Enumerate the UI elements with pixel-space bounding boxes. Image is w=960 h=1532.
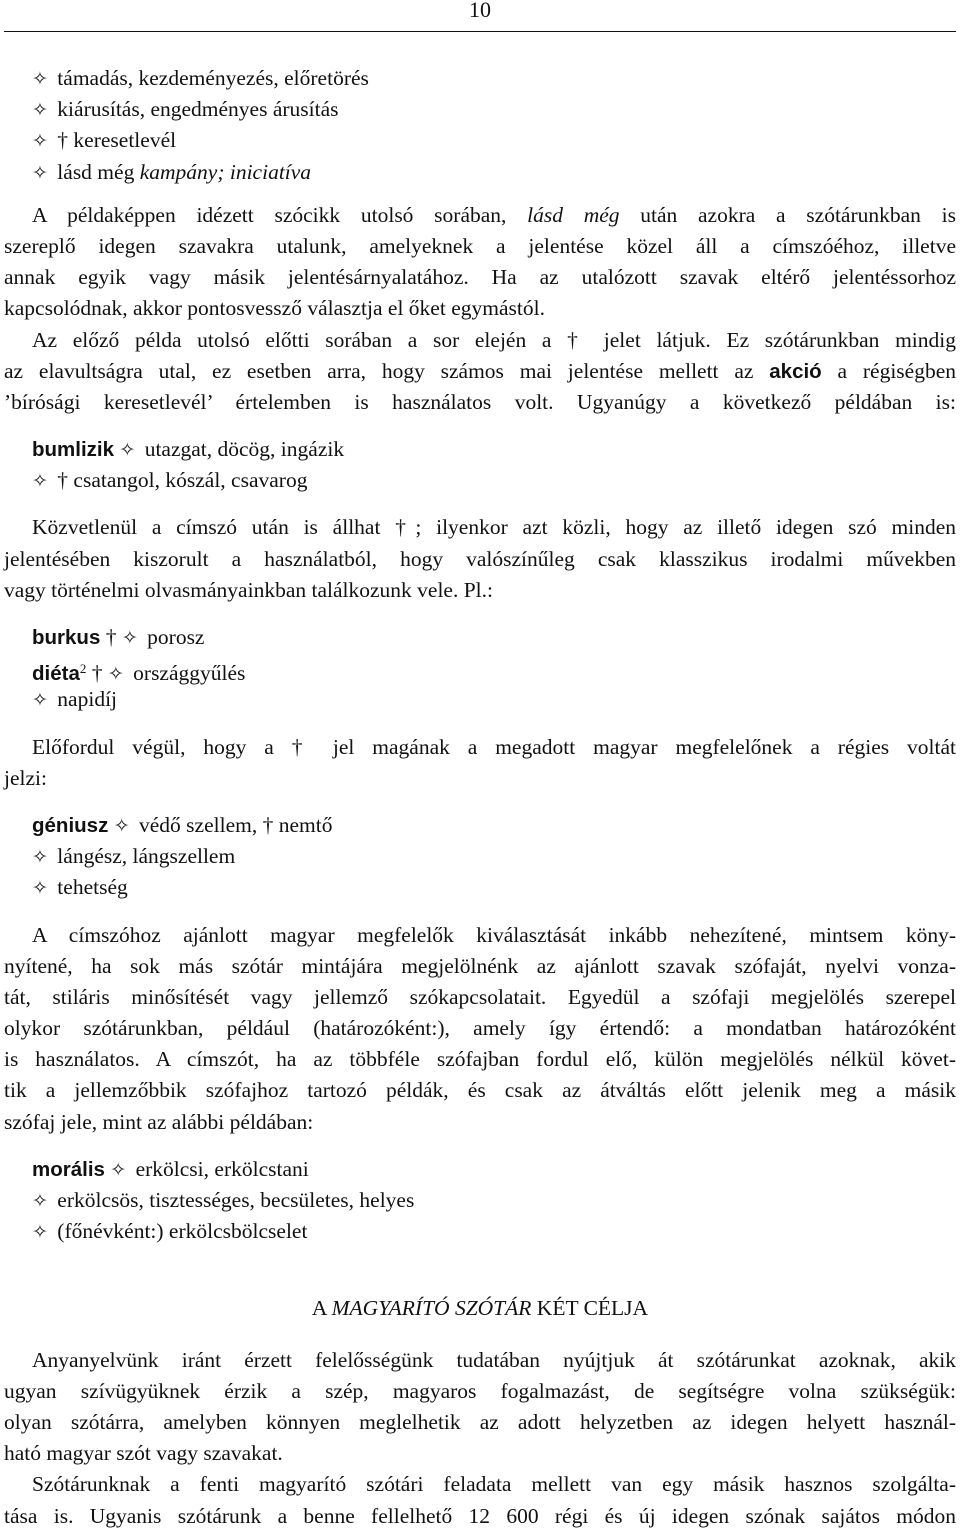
diamond-icon: ✧ <box>32 1191 48 1212</box>
dagger-icon: † <box>262 812 274 837</box>
diamond-icon: ✧ <box>32 131 48 153</box>
dagger-icon: † <box>291 734 315 759</box>
diamond-icon: ✧ <box>121 628 138 649</box>
entry-sense: ✧ † keresetlevél <box>32 128 177 153</box>
entry-sense: ✧ kiárusítás, engedményes árusítás <box>32 97 339 122</box>
diamond-icon: ✧ <box>32 471 48 493</box>
entry-sense: ✧ támadás, kezdeményezés, előretörés <box>32 66 369 90</box>
diamond-icon: ✧ <box>110 1159 127 1181</box>
paragraph: Anyanyelvünk iránt érzett felelősségünk tudatában nyújtjuk át szótárunkat azoknak, akik ugyan szívügyüknek érzik a szép, magyaros fogalmazást, de segítségre volna szükségük: olyan szótárra, amelyben könnyen meglelhetik az adott helyzetben az idegen helyett használ- ható magyar szót vagy szavakat. <box>4 1347 956 1466</box>
dictionary-entry: bumlizik ✧ utazgat, döcög, ingázik ✧ † csatangol, kószál, csavarog <box>32 437 345 493</box>
diamond-icon: ✧ <box>113 815 130 837</box>
see-also-terms: kampány; iniciatíva <box>139 159 312 184</box>
diamond-icon: ✧ <box>32 847 48 869</box>
homonym-index: 2 <box>79 661 87 677</box>
paragraph: A címszóhoz ajánlott magyar megfelelők kiválasztását inkább nehezítené, mintsem köny- nyítené, ha sok más szótár mintájára megjelölnénk az ajánlott szavak szófaját, nyelvi vonza- tát, stiláris minősítését vagy jellemző szókapcsolatait. Egyedül a szófaji megjelölés szerepel olykor szótárunkban, például (határozóként:), amely így értendő: a mondatban határozóként is használatos. A címszót, ha az többféle szófajban fordul elő, külön megjelölés nélkül követ- tik a jellemzőbbik szófajhoz tartozó példák, és csak az átváltás előtt jelenik meg a másik szófaj jele, mint az alábbi példában: <box>4 922 956 1134</box>
headword: bumlizik <box>32 438 115 462</box>
headword: géniusz <box>32 813 109 837</box>
diamond-icon: ✧ <box>32 69 48 90</box>
diamond-icon: ✧ <box>32 690 48 712</box>
paragraph: Szótárunknak a fenti magyarító szótári feladata mellett van egy másik hasznos szolgálta- tása is. Ugyanis szótárunk a benne fellelhető 12 600 régi és új idegen szónak sajátos módon <box>4 1472 956 1528</box>
paragraph: Közvetlenül a címszó után is állhat †; ilyenkor azt közli, hogy az illető idegen szó minden jelentésében kiszorult a használatból, hogy valószínűleg csak klasszikus irodalmi művekben vagy történelmi olvasmányainkban találkozunk vele. Pl.: <box>4 515 956 602</box>
diamond-icon: ✧ <box>107 664 124 686</box>
diamond-icon: ✧ <box>32 162 48 184</box>
headword: morális <box>32 1157 105 1181</box>
diamond-icon: ✧ <box>32 100 48 122</box>
diamond-icon: ✧ <box>32 1222 48 1244</box>
diamond-icon: ✧ <box>32 878 48 900</box>
page-body <box>4 63 956 1532</box>
dagger-icon: † <box>105 625 117 649</box>
header-rule <box>4 31 956 32</box>
dictionary-entry: burkus † ✧ porosz diéta$^2$ † ✧ országgyűlés ✧ napidíj <box>32 625 246 712</box>
see-also-line: ✧ lásd még kampány; iniciatíva <box>32 159 312 184</box>
paragraph: Az előző példa utolsó előtti sorában a sor elején a † jelet látjuk. Ez szótárunkban mindig az elavultságra utal, ez esetben arra, hogy számos mai jelentése mellett az akció a régiségben ’bírósági keresetlevél’ értelemben is használatos volt. Ugyanúgy a következő példában is: <box>4 327 956 414</box>
headword: burkus <box>32 626 101 649</box>
diamond-icon: ✧ <box>119 440 136 462</box>
section-title: A MAGYARÍTÓ SZÓTÁR KÉT CÉLJA <box>311 1296 649 1321</box>
dictionary-entry: géniusz ✧ védő szellem, † nemtő ✧ lángész, lángszellem ✧ tehetség <box>32 812 333 900</box>
headword-ref: akció <box>769 359 822 383</box>
dagger-icon: † <box>567 327 589 352</box>
paragraph: Előfordul végül, hogy a † jel magának a megadott magyar megfelelőnek a régies voltát jelzi: <box>4 734 957 790</box>
paragraph: A példaképpen idézett szócikk utolsó sorában, lásd még után azokra a szótárunkban is szereplő idegen szavakra utalunk, amelyeknek a jelentése közel áll a címszóéhoz, illetve annak egyik vagy másik jelentésárnyalatához. Ha az utalózott szavak eltérő jelentéssorhoz kapcsolódnak, akkor pontosvessző választja el őket egymástól. <box>4 202 956 321</box>
headword: diéta <box>32 662 80 686</box>
page-number: 10 <box>469 0 491 22</box>
dictionary-entry: morális ✧ erkölcsi, erkölcstani ✧ erkölcsös, tisztességes, becsületes, helyes ✧ (főnévként:) erkölcsbölcselet <box>32 1156 415 1244</box>
dagger-icon: † <box>395 515 416 540</box>
dagger-icon: † <box>91 661 103 686</box>
